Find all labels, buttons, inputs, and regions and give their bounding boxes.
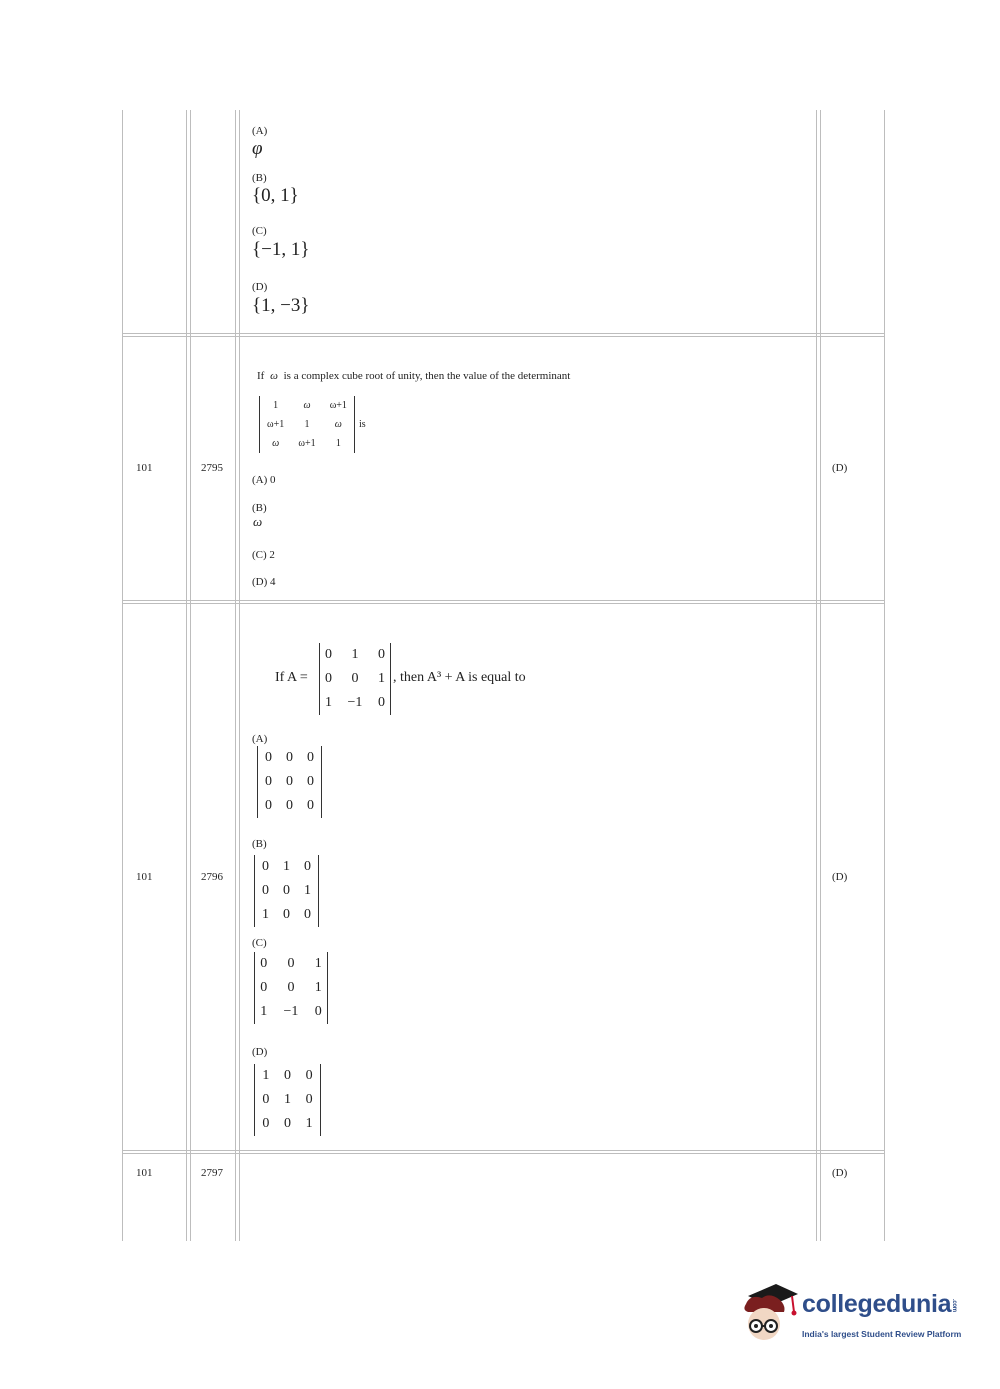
matrix-entry: 0	[307, 750, 314, 765]
det-entry: ω	[334, 419, 342, 430]
matrix-entry: 0	[304, 907, 311, 922]
answer-key: (D)	[832, 1167, 848, 1179]
question-text: If A =	[275, 670, 308, 685]
option-label: (D)	[252, 281, 268, 293]
question-text-suffix: is	[359, 419, 366, 430]
option-value: ω	[253, 514, 263, 529]
matrix-entry: 0	[324, 647, 332, 662]
row-divider	[122, 1153, 885, 1154]
option-matrix	[254, 855, 319, 927]
det-entry: ω	[272, 438, 280, 449]
det-entry: ω	[303, 400, 311, 411]
option-value: φ	[252, 138, 263, 159]
det-entry: 1	[304, 419, 310, 430]
matrix-entry: 1	[314, 980, 322, 995]
table-border	[239, 110, 240, 1241]
matrix-entry: 0	[305, 1068, 313, 1083]
logo-wordmark	[802, 1290, 957, 1319]
question-text-suffix: , then A³ + A is equal to	[393, 670, 526, 685]
option-value: {−1, 1}	[252, 239, 310, 260]
matrix-entry: 0	[378, 695, 386, 710]
option-matrix	[254, 952, 328, 1024]
matrix-entry: 0	[324, 671, 332, 686]
matrix-entry: 0	[260, 980, 268, 995]
matrix-entry: 0	[314, 1004, 322, 1019]
det-entry: 1	[335, 438, 341, 449]
matrix-entry: 0	[283, 1068, 291, 1083]
option-value: {0, 1}	[252, 185, 299, 206]
matrix-entry: 0	[262, 883, 269, 898]
option-label: (C)	[252, 225, 267, 237]
table-border	[884, 110, 885, 1241]
question-number: 2795	[201, 462, 223, 474]
matrix-entry: 0	[265, 774, 272, 789]
matrix-entry: 1	[314, 956, 322, 971]
subject-code: 101	[136, 1167, 153, 1179]
option-label: (C) 2	[252, 549, 275, 561]
matrix	[319, 643, 391, 715]
matrix-entry: 0	[307, 774, 314, 789]
option-matrix	[257, 746, 322, 818]
collegedunia-logo[interactable]	[740, 1282, 970, 1352]
row-divider	[122, 603, 885, 604]
matrix-entry: 1	[378, 671, 386, 686]
matrix-entry: 1	[304, 883, 311, 898]
option-label: (A) 0	[252, 474, 276, 486]
matrix-entry: 0	[304, 859, 311, 874]
matrix-entry: 1	[351, 647, 359, 662]
table-border	[190, 110, 191, 1241]
matrix-entry: 0	[305, 1092, 313, 1107]
matrix-entry: 0	[286, 798, 293, 813]
option-label: (D) 4	[252, 576, 276, 588]
matrix-entry: −1	[283, 1004, 299, 1019]
table-border	[186, 110, 187, 1241]
option-label: (B)	[252, 838, 267, 850]
matrix-entry: 0	[283, 883, 290, 898]
matrix-entry: 0	[262, 1116, 270, 1131]
table-border	[820, 110, 821, 1241]
option-matrix	[254, 1064, 321, 1136]
matrix-entry: 0	[262, 859, 269, 874]
logo-tagline: India's largest Student Review Platform	[802, 1329, 962, 1339]
matrix-entry: 0	[286, 774, 293, 789]
question-number: 2796	[201, 871, 223, 883]
matrix-entry: 0	[265, 750, 272, 765]
matrix-entry: 1	[283, 859, 290, 874]
matrix-entry: 0	[286, 750, 293, 765]
det-entry: ω+1	[298, 438, 316, 449]
subject-code: 101	[136, 871, 153, 883]
matrix-entry: 0	[283, 907, 290, 922]
option-label: (B)	[252, 172, 267, 184]
question-number: 2797	[201, 1167, 223, 1179]
option-label: (B)	[252, 502, 267, 514]
matrix-entry: 0	[287, 980, 295, 995]
matrix-entry: 1	[262, 907, 269, 922]
option-label: (C)	[252, 937, 267, 949]
matrix-entry: 0	[283, 1116, 291, 1131]
subject-code: 101	[136, 462, 153, 474]
matrix-entry: 1	[260, 1004, 268, 1019]
matrix-entry: 0	[262, 1092, 270, 1107]
matrix-entry: 1	[305, 1116, 313, 1131]
matrix-entry: 0	[287, 956, 295, 971]
table-border	[122, 110, 123, 1241]
row-divider	[122, 1150, 885, 1151]
matrix-entry: 1	[324, 695, 332, 710]
matrix-entry: 0	[260, 956, 268, 971]
matrix-entry: 0	[307, 798, 314, 813]
det-entry: 1	[273, 400, 279, 411]
answer-key: (D)	[832, 871, 848, 883]
option-label: (D)	[252, 1046, 268, 1058]
question-text: If ω is a complex cube root of unity, then the value of the determinant	[257, 370, 571, 382]
matrix-entry: 1	[262, 1068, 270, 1083]
det-entry: ω+1	[267, 419, 285, 430]
row-divider	[122, 336, 885, 337]
matrix-entry: 1	[283, 1092, 291, 1107]
option-label: (A)	[252, 733, 268, 745]
table-border	[235, 110, 236, 1241]
option-label: (A)	[252, 125, 268, 137]
logo-suffix: .com	[951, 1298, 958, 1312]
matrix-entry: 0	[265, 798, 272, 813]
row-divider	[122, 333, 885, 334]
matrix-entry: 0	[378, 647, 386, 662]
logo-name: collegedunia	[802, 1290, 952, 1318]
mascot-icon	[740, 1282, 800, 1348]
answer-key: (D)	[832, 462, 848, 474]
option-value: {1, −3}	[252, 295, 310, 316]
matrix-entry: 0	[351, 671, 359, 686]
determinant	[259, 396, 355, 453]
matrix-entry: −1	[347, 695, 363, 710]
det-entry: ω+1	[329, 400, 347, 411]
table-border	[816, 110, 817, 1241]
row-divider	[122, 600, 885, 601]
